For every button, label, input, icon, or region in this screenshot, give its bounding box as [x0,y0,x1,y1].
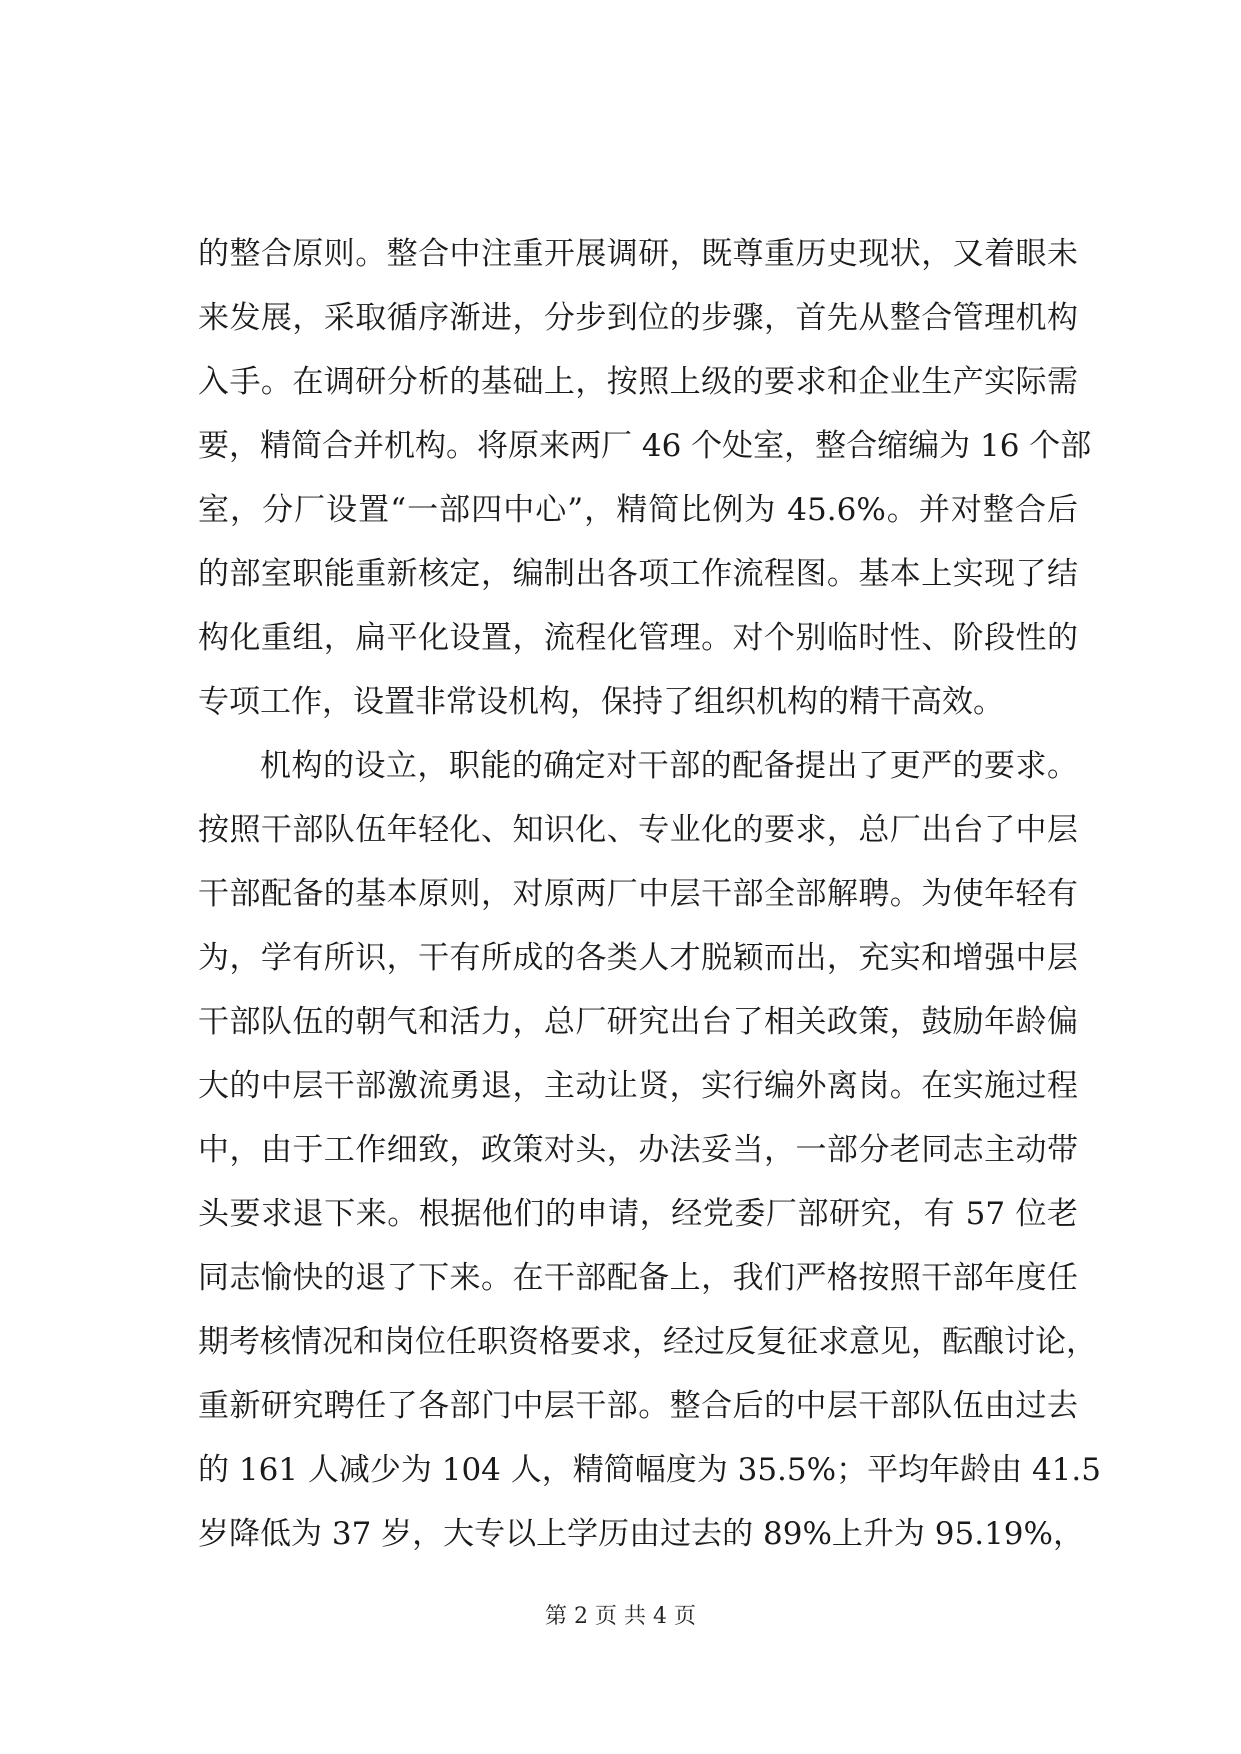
text-line: 大的中层干部激流勇退，主动让贤，实行编外离岗。在实施过程 [198,1068,1078,1104]
text-line: 机构的设立，职能的确定对干部的配备提出了更严的要求。 [260,748,1078,784]
text-line: 干部配备的基本原则，对原两厂中层干部全部解聘。为使年轻有 [198,876,1078,912]
paragraph-2 [198,734,1101,1566]
text-line: 的整合原则。整合中注重开展调研，既尊重历史现状，又着眼未 [198,236,1078,272]
text-line: 中，由于工作细致，政策对头，办法妥当，一部分老同志主动带 [198,1132,1078,1168]
text-line: 同志愉快的退了下来。在干部配备上，我们严格按照干部年度任 [198,1260,1078,1296]
text-line: 的 161 人减少为 104 人，精简幅度为 35.5%；平均年龄由 41.5 [198,1452,1101,1488]
text-line: 构化重组，扁平化设置，流程化管理。对个别临时性、阶段性的 [198,620,1078,656]
text-line: 岁降低为 37 岁，大专以上学历由过去的 89%上升为 95.19%， [198,1516,1084,1552]
document-body [198,222,1101,1566]
text-line: 室，分厂设置“一部四中心”，精简比例为 45.6%。并对整合后 [198,492,1078,528]
page-number-footer: 第 2 页 共 4 页 [545,1604,696,1629]
text-line: 期考核情况和岗位任职资格要求，经过反复征求意见，酝酿讨论， [198,1324,1097,1360]
text-line: 要，精简合并机构。将原来两厂 46 个处室，整合缩编为 16 个部 [198,428,1092,464]
text-line: 为，学有所识，干有所成的各类人才脱颖而出，充实和增强中层 [198,940,1078,976]
paragraph-1 [198,222,1092,734]
text-line: 干部队伍的朝气和活力，总厂研究出台了相关政策，鼓励年龄偏 [198,1004,1078,1040]
text-line: 来发展，采取循序渐进，分步到位的步骤，首先从整合管理机构 [198,300,1078,336]
text-line: 重新研究聘任了各部门中层干部。整合后的中层干部队伍由过去 [198,1388,1078,1424]
text-line: 的部室职能重新核定，编制出各项工作流程图。基本上实现了结 [198,556,1078,592]
text-line: 头要求退下来。根据他们的申请，经党委厂部研究，有 57 位老 [198,1196,1078,1232]
text-line: 专项工作，设置非常设机构，保持了组织机构的精干高效。 [198,684,1004,720]
text-line: 按照干部队伍年轻化、知识化、专业化的要求，总厂出台了中层 [198,812,1078,848]
text-line: 入手。在调研分析的基础上，按照上级的要求和企业生产实际需 [198,364,1078,400]
